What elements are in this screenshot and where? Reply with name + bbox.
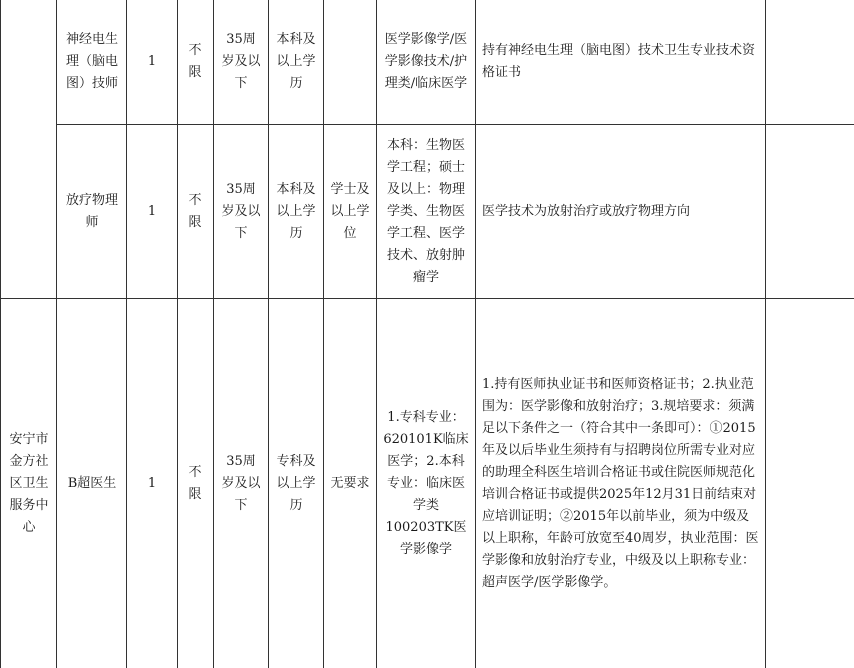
gender-text: 不限	[188, 192, 202, 230]
age-text: 35周岁及以下	[221, 453, 261, 513]
count-text: 1	[147, 475, 157, 491]
col-divider	[177, 0, 178, 668]
major-text: 本科：生物医学工程；硕士及以上：物理学类、生物医学工程、医学技术、放射肿瘤学	[386, 137, 465, 285]
education-cell	[275, 0, 317, 124]
education-text: 本科及以上学历	[276, 181, 316, 241]
major-cell	[381, 125, 471, 298]
other-requirements-text: 医学技术为放射治疗或放疗物理方向	[482, 203, 691, 219]
degree-cell	[330, 0, 370, 124]
degree-cell	[330, 299, 370, 668]
gender-cell	[184, 0, 206, 124]
count-text: 1	[147, 54, 157, 69]
position-cell	[62, 0, 122, 124]
col-divider	[0, 0, 1, 668]
other-requirements-cell	[482, 0, 760, 124]
count-cell	[127, 0, 177, 124]
degree-text: 无要求	[330, 475, 370, 491]
col-divider	[213, 0, 214, 668]
other-requirements-text: 1.持有医师执业证书和医师资格证书；2.执业范围为：医学影像和放射治疗；3.规培要求：须满足以下条件之一（符合其中一条即可）：①2015年及以后毕业生须持有与招聘岗位所需专业对应的助理全科医生培训合格证书或住院医师规范化培训合格证书或提供2025年12月31日前结束对应培训证明；②2015年以前毕业，须为中级及以上职称，年龄可放宽至40周岁，执业范围：医学影像和放射治疗专业，中级及以上职称专业：超声医学/医学影像学。	[482, 376, 759, 590]
other-requirements-text: 持有神经电生理（脑电图）技术卫生专业技术资格证书	[482, 43, 756, 80]
position-cell	[62, 299, 122, 668]
remark-cell	[766, 125, 854, 298]
col-divider	[475, 0, 476, 668]
col-divider	[268, 0, 269, 668]
age-text: 35周岁及以下	[221, 32, 261, 91]
count-text: 1	[147, 203, 157, 219]
org-cell	[8, 299, 50, 668]
education-cell	[275, 299, 317, 668]
position-text: B超医生	[67, 475, 117, 491]
degree-text: 学士及以上学位	[330, 181, 370, 241]
major-cell	[381, 299, 471, 668]
remark-cell	[766, 299, 854, 668]
education-text: 本科及以上学历	[276, 32, 316, 91]
education-cell	[275, 125, 317, 298]
col-divider	[323, 0, 324, 668]
major-cell	[381, 0, 471, 124]
gender-cell	[184, 125, 206, 298]
count-cell	[127, 125, 177, 298]
org-text: 安宁市金方社区卫生服务中心	[9, 431, 49, 535]
position-text: 神经电生理（脑电图）技师	[65, 32, 118, 91]
col-divider	[376, 0, 377, 668]
col-divider	[56, 0, 57, 668]
degree-cell	[330, 125, 370, 298]
other-requirements-cell	[482, 299, 760, 668]
major-text: 1.专科专业：620101K临床医学；2.本科专业：临床医学类100203TK医学影像学	[383, 409, 469, 557]
age-cell	[220, 299, 262, 668]
position-text: 放疗物理师	[65, 192, 118, 230]
gender-text: 不限	[188, 464, 202, 502]
remark-cell	[766, 0, 854, 124]
age-cell	[220, 0, 262, 124]
count-cell	[127, 299, 177, 668]
gender-text: 不限	[188, 43, 202, 80]
position-cell	[62, 125, 122, 298]
other-requirements-cell	[482, 125, 760, 298]
major-text: 医学影像学/医学影像技术/护理类/临床医学	[384, 32, 468, 91]
age-cell	[220, 125, 262, 298]
age-text: 35周岁及以下	[221, 181, 261, 241]
gender-cell	[184, 299, 206, 668]
education-text: 专科及以上学历	[276, 453, 316, 513]
